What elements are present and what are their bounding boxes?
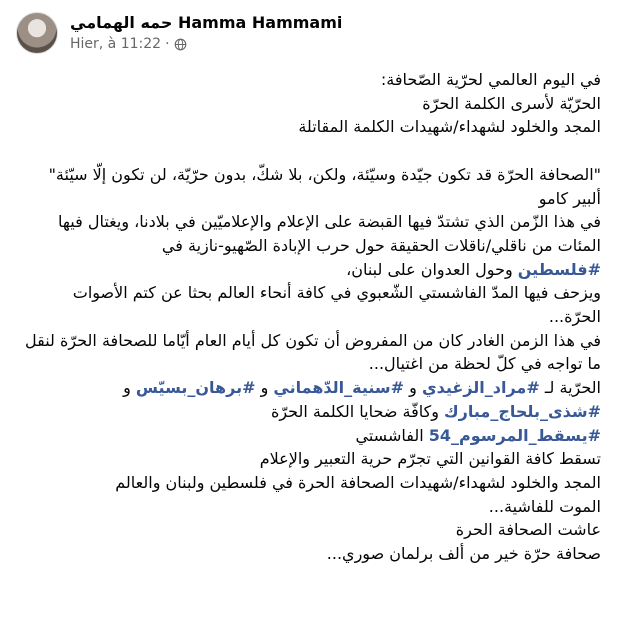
post-line: "الصحافة الحرّة قد تكون جيّدة وسيّئة، ولكن، بلا شكّ، بدون حرّيّة، لن تكون إلّا سيّئة" (48, 164, 601, 184)
hashtag-link[interactable]: #برهان_بسيّس (135, 378, 256, 398)
author-name[interactable]: حمه الهمامي Hamma Hammami (70, 12, 343, 32)
post-line (16, 400, 601, 424)
line-text: وحول العدوان على لبنان، (346, 259, 518, 279)
post-line (16, 258, 601, 282)
hashtag-link[interactable]: #سنية_الدّهماني (273, 378, 405, 398)
line-text: وكافّة ضحايا الكلمة الحرّة (270, 401, 445, 421)
post-line: المجد والخلود لشهداء/شهيدات الكلمة المقاتلة (298, 117, 601, 137)
hashtag-link[interactable]: #مراد_الزغيدي (421, 378, 540, 398)
line-text: الفاشستي (355, 425, 429, 445)
separator-dot: · (165, 35, 170, 52)
post-body (16, 68, 601, 566)
post-line: ألبير كامو (538, 188, 601, 208)
post-header (16, 12, 342, 54)
post-line: الحرّيّة لأسرى الكلمة الحرّة (422, 93, 601, 113)
avatar[interactable] (16, 12, 58, 54)
post-time-row (70, 36, 342, 54)
post-line: الموت للفاشية... (488, 496, 601, 516)
line-text: الحرّية لـ (539, 378, 601, 398)
post-line: صحافة حرّة خير من ألف برلمان صوري... (326, 544, 601, 564)
hashtag-link[interactable]: #شذى_بلحاج_مبارك (444, 401, 601, 421)
post-timestamp[interactable]: Hier, à 11:22 (70, 35, 162, 52)
post-line (16, 424, 601, 448)
post-line: في اليوم العالمي لحرّية الصّحافة: (380, 70, 601, 89)
globe-icon (174, 38, 187, 51)
post-line: المجد والخلود لشهداء/شهيدات الصحافة الحرة في فلسطين ولبنان والعالم (115, 472, 601, 492)
post-meta (70, 13, 342, 54)
post-line: تسقط كافة القوانين التي تجرّم حرية التعبير والإعلام (259, 449, 601, 469)
hashtag-link[interactable]: #فلسطين (517, 259, 601, 279)
post-line: في هذا الزّمن الذي تشتدّ فيها القبضة على الإعلام والإعلاميّين في بلادنا، ويغتال فيها المئات من ناقلي/ناقلات الحقيقة حول حرب الإبادة الصّهيو-نازية في (58, 212, 601, 255)
line-text: و (404, 378, 422, 398)
post-line: ويزحف فيها المدّ الفاشستي الشّعبوي في كافة أنحاء العالم بحثا عن كتم الأصوات الحرّة... (72, 283, 601, 327)
post-line (16, 376, 601, 400)
post-line: في هذا الزمن الغادر كان من المفروض أن تكون كل أيام العام أيّاما للصحافة الحرّة لنقل ما تواجه في كلّ لحظة من اغتيال... (25, 330, 601, 374)
line-text: و (123, 378, 136, 398)
post-line: عاشت الصحافة الحرة (455, 520, 601, 540)
hashtag-link[interactable]: #يسقط_المرسوم_54 (428, 425, 601, 445)
paragraph-break (16, 139, 601, 163)
line-text: و (255, 378, 274, 398)
